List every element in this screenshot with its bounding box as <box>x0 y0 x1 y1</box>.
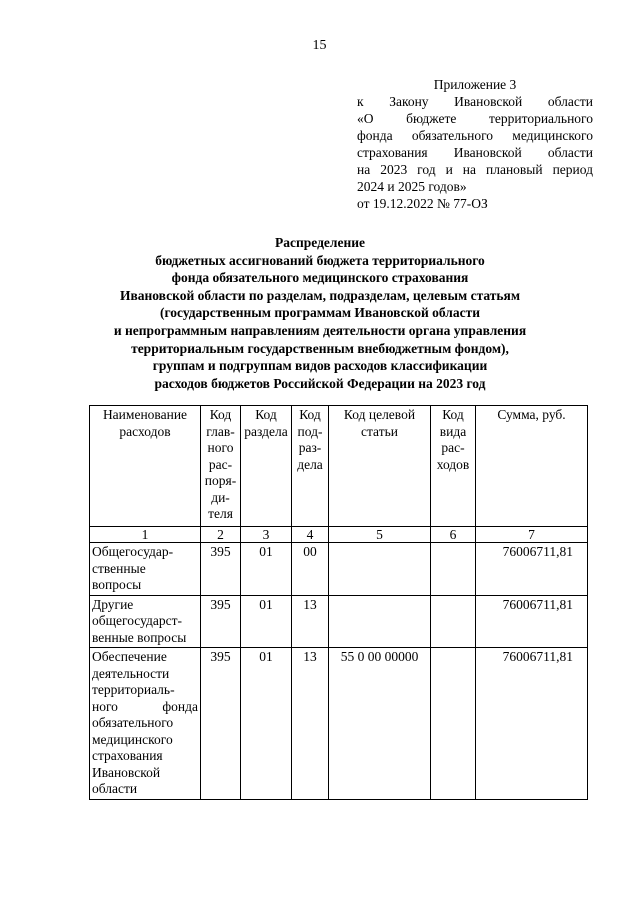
row-podrazdel: 00 <box>292 543 329 596</box>
heading-line: расходов бюджетов Российской Федерации на 2023 год <box>154 375 486 391</box>
row-vid <box>431 648 476 800</box>
row-sum: 76006711,81 <box>476 595 588 648</box>
header-cell-name: Наименование расходов <box>90 406 201 527</box>
row-target: 55 0 00 00000 <box>329 648 431 800</box>
row-podrazdel: 13 <box>292 648 329 800</box>
row-target <box>329 543 431 596</box>
column-number: 3 <box>241 527 292 543</box>
table-row <box>90 595 588 648</box>
header-cell-glav: Код глав-ного рас-поря-ди-теля <box>201 406 241 527</box>
row-name: Общегосудар-ственные вопросы <box>90 543 201 596</box>
appendix-line: фонда обязательного медицинского <box>357 128 593 143</box>
header-cell-razdel: Код раздела <box>241 406 292 527</box>
column-number: 2 <box>201 527 241 543</box>
row-glav: 395 <box>201 648 241 800</box>
row-vid <box>431 543 476 596</box>
row-glav: 395 <box>201 595 241 648</box>
row-sum: 76006711,81 <box>476 543 588 596</box>
appendix-line: «О бюджете территориального <box>357 111 593 126</box>
appendix-line: страхования Ивановской области <box>357 145 593 160</box>
page-number: 15 <box>312 38 327 53</box>
row-razdel: 01 <box>241 648 292 800</box>
row-vid <box>431 595 476 648</box>
appendix-line: к Закону Ивановской области <box>357 94 593 109</box>
row-name: Другие общегосударст-венные вопросы <box>90 595 201 648</box>
row-name: Обеспечение деятельности территориаль-ного фонда обязательного медицинского страхования Ивановской области <box>90 648 201 800</box>
budget-table <box>89 405 588 800</box>
appendix-line: 2024 и 2025 годов» <box>357 179 467 194</box>
column-number: 4 <box>292 527 329 543</box>
header-cell-vid: Код вида рас-ходов <box>431 406 476 527</box>
appendix-line: на 2023 год и на плановый период <box>357 162 593 177</box>
row-sum: 76006711,81 <box>476 648 588 800</box>
column-number: 6 <box>431 527 476 543</box>
row-podrazdel: 13 <box>292 595 329 648</box>
row-glav: 395 <box>201 543 241 596</box>
heading-line: территориальным государственным внебюджетным фондом), <box>131 340 509 356</box>
header-cell-target: Код целевой статьи <box>329 406 431 527</box>
table-header-row <box>90 406 588 527</box>
table-row <box>90 648 588 800</box>
appendix-block <box>357 76 593 212</box>
heading-line: группам и подгруппам видов расходов классификации <box>152 358 488 374</box>
column-number-row <box>90 527 588 543</box>
document-heading <box>60 234 580 392</box>
row-target <box>329 595 431 648</box>
column-number: 7 <box>476 527 588 543</box>
appendix-title: Приложение 3 <box>433 77 517 92</box>
heading-line: фонда обязательного медицинского страхования <box>171 270 469 286</box>
header-cell-sum: Сумма, руб. <box>476 406 588 527</box>
heading-line: (государственным программам Ивановской области <box>159 305 481 321</box>
header-cell-podrazdel: Код под-раз-дела <box>292 406 329 527</box>
table-row <box>90 543 588 596</box>
appendix-law-reference: от 19.12.2022 № 77-ОЗ <box>357 196 488 211</box>
heading-line: Ивановской области по разделам, подразделам, целевым статьям <box>119 287 521 303</box>
row-razdel: 01 <box>241 595 292 648</box>
column-number: 1 <box>90 527 201 543</box>
heading-line: Распределение <box>274 235 366 250</box>
heading-line: и непрограммным направлениям деятельности органа управления <box>113 322 527 338</box>
row-razdel: 01 <box>241 543 292 596</box>
heading-line: бюджетных ассигнований бюджета территориального <box>155 252 485 268</box>
column-number: 5 <box>329 527 431 543</box>
